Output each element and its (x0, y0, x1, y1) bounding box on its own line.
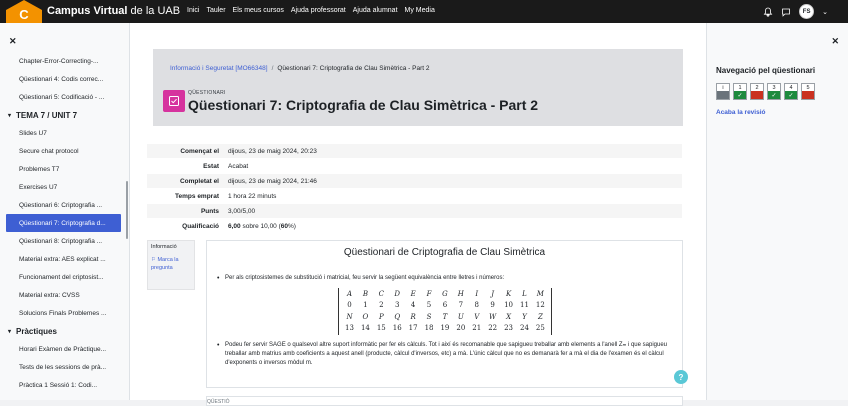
quiz-nav-button-5[interactable]: 5 (801, 83, 815, 100)
matrix-cell: 25 (535, 324, 545, 333)
sidebar-section[interactable]: ▾ TEMA 7 / UNIT 7 (8, 110, 78, 120)
question-paragraph-1: • Per als criptosistemes de substitució i matricial, feu servir la següent equivalència entre lletres i números: (225, 274, 665, 283)
matrix-cell: K (505, 289, 512, 298)
sidebar-item[interactable]: Slides U7 (19, 129, 47, 137)
nav-link-my-media[interactable]: My Media (404, 7, 435, 14)
matrix-cell: J (491, 289, 495, 298)
matrix-cell: M (536, 289, 544, 298)
matrix-cell: 21 (472, 324, 482, 333)
matrix-cell: S (426, 312, 432, 321)
matrix-row-letters-n-z (339, 311, 551, 323)
sidebar-item[interactable]: Problemes T7 (19, 165, 60, 173)
page-header (153, 49, 683, 126)
matrix-cell: 9 (490, 301, 495, 310)
matrix-cell: 24 (520, 324, 529, 333)
sidebar-item[interactable]: Exercises U7 (19, 183, 58, 191)
page-title: Qüestionari 7: Criptografia de Clau Simètrica - Part 2 (188, 97, 539, 113)
matrix-cell: R (410, 312, 416, 321)
check-icon: ✓ (785, 91, 797, 99)
nav-link-ajuda-alumnat[interactable]: Ajuda alumnat (352, 7, 398, 14)
matrix-cell: U (457, 312, 464, 321)
matrix-cell: N (346, 312, 353, 321)
quiz-nav-button-2[interactable]: 2 (750, 83, 764, 100)
sidebar-item[interactable]: Tests de les sessions de prà... (19, 363, 107, 371)
summary-row-completed: Completat el dijous, 23 de maig 2024, 21:46 (147, 174, 682, 189)
sidebar-item[interactable]: Qüestionari 7: Criptografia d... (6, 214, 121, 232)
matrix-cell: C (378, 289, 384, 298)
next-question-card: QÜESTIÓ (206, 396, 683, 406)
matrix-cell: 20 (456, 324, 466, 333)
messages-icon[interactable] (781, 7, 791, 17)
question-content (206, 240, 683, 388)
check-icon: ✓ (734, 91, 746, 99)
breadcrumb-course-link[interactable]: Informació i Seguretat [MO66348] (170, 65, 268, 72)
flag-question-link[interactable]: ⚐ Marca la pregunta (151, 257, 179, 271)
sidebar-item[interactable]: Horari Exàmen de Pràctique... (19, 345, 107, 353)
matrix-cell: 4 (410, 301, 416, 310)
question-info-box (147, 240, 195, 290)
matrix-cell: 10 (504, 301, 514, 310)
matrix-cell: P (378, 312, 384, 321)
quiz-navigation-buttons (716, 83, 815, 100)
chevron-down-icon[interactable]: ⌄ (822, 8, 828, 16)
matrix-cell: 2 (379, 301, 384, 310)
matrix-cell: L (522, 289, 527, 298)
quiz-nav-button-1[interactable]: 1 ✓ (733, 83, 747, 100)
matrix-cell: 0 (347, 301, 352, 310)
top-navbar (0, 0, 848, 23)
quiz-nav-button-i[interactable]: i (716, 83, 730, 100)
matrix-cell: I (475, 289, 479, 298)
course-index-drawer (0, 23, 130, 400)
sidebar-item[interactable]: Qüestionari 4: Codis correc... (19, 75, 104, 83)
matrix-cell: 18 (424, 324, 434, 333)
close-icon[interactable]: ✕ (9, 36, 17, 46)
quiz-nav-button-4[interactable]: 4 ✓ (784, 83, 798, 100)
navbar-icons (763, 4, 828, 19)
quiz-nav-button-3[interactable]: 3 ✓ (767, 83, 781, 100)
matrix-cell: 7 (458, 301, 464, 310)
summary-row-state: Estat Acabat (147, 159, 682, 174)
matrix-cell: F (426, 289, 432, 298)
main-region (130, 23, 706, 405)
incorrect-marker-icon (802, 91, 814, 99)
attempt-summary-table (147, 144, 682, 234)
bell-icon[interactable] (763, 7, 773, 17)
question-paragraph-2: • Podeu fer servir SAGE o qualsevol altre suport informàtic per fer els càlculs. Tot i així és recomanable que sapigueu treballar amb elements a l'anell Zₘ i que sapigueu treballar amb matrius amb coeficients a aquest anell (producte, càlcul d'inversos, etc) a mà. L'únic càlcul que no es demanarà fer a mà el dia de l'examen és el càlcul d'exponents o inversos mòdul m. (225, 341, 667, 368)
summary-row-marks: Punts 3,00/5,00 (147, 204, 682, 219)
matrix-cell: 22 (488, 324, 498, 333)
chevron-down-icon[interactable]: ▾ (8, 112, 12, 119)
incorrect-marker-icon (751, 91, 763, 99)
matrix-cell: W (489, 312, 497, 321)
nav-link-els-meus-cursos[interactable]: Els meus cursos (232, 7, 284, 14)
matrix-cell: D (394, 289, 401, 298)
check-icon: ✓ (768, 91, 780, 99)
help-button[interactable]: ? (674, 370, 688, 384)
svg-text:C: C (19, 7, 29, 22)
matrix-cell: 11 (520, 301, 529, 310)
activity-type-label: QÜESTIONARI (188, 90, 226, 96)
breadcrumb-current: Qüestionari 7: Criptografia de Clau Simètrica - Part 2 (277, 65, 430, 72)
sidebar-item[interactable]: Qüestionari 6: Criptografia ... (19, 201, 103, 209)
matrix-cell: Q (394, 312, 401, 321)
matrix-cell: T (442, 312, 448, 321)
matrix-row-numbers-13-25 (339, 323, 551, 335)
sidebar-item[interactable]: Qüestionari 5: Codificació - ... (19, 93, 105, 101)
site-brand[interactable]: Campus Virtual de la UAB (47, 5, 181, 17)
summary-row-grade: Qualificació 6,00 sobre 10,00 (60%) (147, 219, 682, 234)
matrix-cell: 16 (392, 324, 402, 333)
matrix-cell: E (410, 289, 416, 298)
summary-row-time-taken: Temps emprat 1 hora 22 minuts (147, 189, 682, 204)
matrix-cell: A (346, 289, 353, 298)
sidebar-section[interactable]: ▾ Pràctiques (8, 326, 57, 336)
course-index-list (0, 52, 127, 394)
sidebar-item[interactable]: Funcionament del criptosist... (19, 273, 104, 281)
matrix-cell: 8 (474, 301, 479, 310)
matrix-cell: G (442, 289, 448, 298)
matrix-cell: 19 (440, 324, 450, 333)
matrix-cell: X (506, 312, 512, 321)
matrix-cell: H (457, 289, 464, 298)
close-icon[interactable]: ✕ (831, 36, 839, 46)
matrix-row-letters-a-m (339, 288, 551, 300)
nav-link-tauler[interactable]: Tauler (206, 7, 226, 14)
question-heading: Qüestionari de Criptografia de Clau Simètrica (343, 247, 546, 258)
breadcrumb (170, 65, 429, 72)
primary-navigation (187, 7, 442, 14)
matrix-cell: O (362, 312, 369, 321)
matrix-cell: 12 (535, 301, 545, 310)
quiz-navigation-title: Navegació pel qüestionari (716, 66, 816, 75)
matrix-cell: 6 (442, 301, 448, 310)
matrix-cell: V (474, 312, 480, 321)
sidebar-item[interactable]: Secure chat protocol (19, 147, 79, 155)
summary-row-started: Començat el dijous, 23 de maig 2024, 20:23 (147, 144, 682, 159)
sidebar-item[interactable]: Pràctica 1 Sessió 1: Codi... (19, 381, 98, 389)
matrix-cell: 13 (345, 324, 354, 333)
finish-review-link[interactable]: Acaba la revisió (716, 109, 766, 116)
matrix-cell: 3 (394, 301, 400, 310)
matrix-cell: 5 (426, 301, 432, 310)
matrix-row-numbers-0-12 (339, 300, 551, 312)
sidebar-item[interactable]: Chapter-Error-Correcting-... (19, 57, 99, 65)
nav-link-ajuda-professorat[interactable]: Ajuda professorat (290, 7, 346, 14)
matrix-cell: 14 (360, 324, 370, 333)
matrix-cell: 23 (504, 324, 514, 333)
breadcrumb-separator: / (271, 65, 274, 72)
info-marker-icon (717, 91, 729, 99)
matrix-cell: Z (537, 312, 543, 321)
chevron-down-icon[interactable]: ▾ (8, 328, 12, 335)
sidebar-item[interactable]: Material extra: CVSS (19, 291, 80, 299)
quiz-navigation-drawer (706, 23, 848, 400)
sidebar-item[interactable]: Material extra: AES explicat ... (19, 255, 106, 263)
matrix-cell: 1 (363, 301, 368, 310)
uab-logo-icon[interactable] (4, 0, 44, 23)
matrix-cell: Y (522, 312, 527, 321)
sidebar-item[interactable]: Solucions Finals Problemes ... (19, 309, 107, 317)
flag-icon: ⚐ (151, 257, 158, 263)
user-avatar[interactable]: FS (799, 4, 814, 19)
quiz-icon (163, 90, 185, 112)
matrix-cell: 15 (376, 324, 386, 333)
matrix-cell: 17 (408, 324, 418, 333)
letter-number-matrix (338, 288, 552, 335)
sidebar-scrollbar[interactable] (126, 181, 128, 239)
nav-link-inici[interactable]: Inici (187, 7, 200, 14)
sidebar-item[interactable]: Qüestionari 8: Criptografia ... (19, 237, 103, 245)
matrix-cell: B (362, 289, 368, 298)
info-title: Informació (151, 244, 177, 250)
